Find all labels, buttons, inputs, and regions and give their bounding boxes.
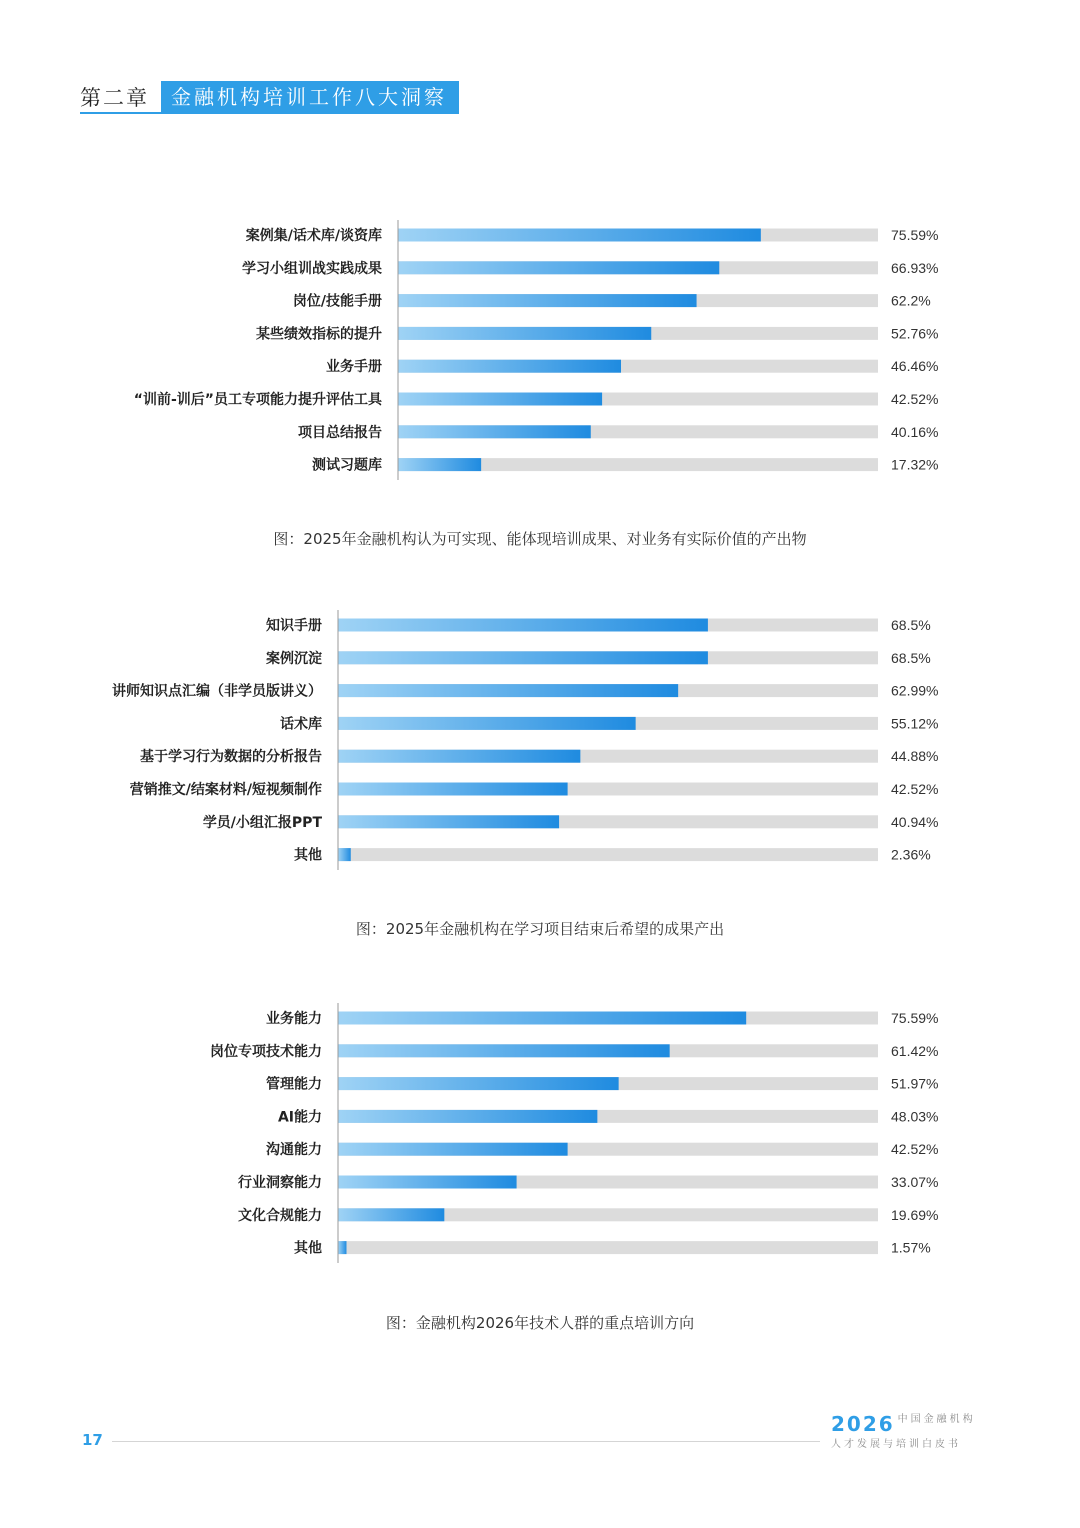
value-label: 33.07% [891, 1174, 939, 1190]
chapter-title: 金融机构培训工作八大洞察 [161, 81, 459, 114]
chart-outputs-value-svg [0, 218, 1080, 488]
category-label: 学员/小组汇报PPT [202, 814, 322, 831]
category-label: 岗位/技能手册 [292, 293, 382, 310]
value-label: 42.52% [891, 391, 939, 407]
value-label: 66.93% [891, 259, 939, 276]
chart-training-directions [0, 1001, 1080, 1271]
value-label: 42.52% [891, 1141, 939, 1158]
brand-line-2: 人才发展与培训白皮书 [831, 1439, 961, 1450]
value-label: 75.59% [891, 1010, 939, 1026]
category-label: 业务手册 [326, 359, 382, 376]
bar [398, 294, 697, 307]
category-label: 业务能力 [266, 1011, 322, 1027]
bar [338, 1110, 597, 1123]
value-label: 68.5% [891, 617, 931, 633]
header-underline [80, 112, 452, 114]
value-label: 42.52% [891, 781, 939, 797]
bar [338, 1143, 568, 1156]
category-label: 营销推文/结案材料/短视频制作 [129, 782, 322, 798]
chart-training-directions-svg [0, 1001, 1080, 1271]
bar [338, 783, 568, 796]
bar-track [338, 1241, 878, 1254]
category-label: 基于学习行为数据的分析报告 [140, 749, 322, 766]
bar [398, 393, 602, 406]
bar [398, 425, 591, 438]
value-label: 1.57% [891, 1239, 931, 1256]
category-label: 话术库 [280, 716, 322, 733]
bar [338, 1176, 517, 1189]
chart-outputs-value-caption: 图：2025年金融机构认为可实现、能体现培训成果、对业务有实际价值的产出物 [273, 530, 807, 548]
category-label: AI能力 [277, 1109, 322, 1126]
bar [398, 229, 761, 242]
value-label: 40.16% [891, 423, 939, 440]
category-label: 学习小组训战实践成果 [242, 260, 382, 277]
bar [398, 360, 621, 373]
bar [338, 815, 559, 828]
value-label: 48.03% [891, 1108, 939, 1125]
bar [398, 327, 651, 340]
category-label: 知识手册 [266, 618, 322, 634]
chart-outputs-value [0, 218, 1080, 488]
chapter-number: 第二章 [80, 86, 149, 110]
category-label: 项目总结报告 [298, 424, 382, 441]
bar [338, 684, 678, 697]
value-label: 40.94% [891, 813, 939, 830]
value-label: 62.99% [891, 682, 939, 699]
bar [338, 1208, 444, 1221]
chapter-header [80, 80, 459, 114]
page-number: 17 [82, 1431, 103, 1449]
bar [338, 1241, 346, 1254]
bar-track [338, 848, 878, 861]
bar [398, 458, 481, 471]
chart-expected-results-svg [0, 608, 1080, 878]
category-label: 案例沉淀 [266, 650, 322, 667]
category-label: 测试习题库 [312, 457, 382, 474]
category-label: 管理能力 [266, 1076, 322, 1093]
bar [338, 848, 351, 861]
bar [338, 717, 636, 730]
brand-line-1: 中国金融机构 [897, 1414, 976, 1425]
footer-divider [112, 1441, 820, 1442]
category-label: 其他 [294, 847, 322, 864]
bar [398, 261, 719, 274]
value-label: 19.69% [891, 1206, 939, 1223]
chart-training-directions-caption: 图：金融机构2026年技术人群的重点培训方向 [385, 1314, 695, 1332]
value-label: 68.5% [891, 649, 931, 666]
value-label: 62.2% [891, 292, 931, 309]
value-label: 46.46% [891, 358, 939, 375]
category-label: 沟通能力 [266, 1142, 322, 1159]
brand-year: 2026 [831, 1412, 895, 1436]
category-label: 行业洞察能力 [238, 1175, 322, 1191]
bar [338, 750, 580, 763]
category-label: 其他 [294, 1240, 322, 1257]
category-label: 案例集/话术库/谈资库 [245, 228, 382, 244]
value-label: 17.32% [891, 456, 939, 473]
value-label: 61.42% [891, 1042, 939, 1059]
value-label: 52.76% [891, 325, 939, 342]
value-label: 44.88% [891, 748, 939, 765]
bar [338, 651, 708, 664]
bar [338, 1077, 619, 1090]
value-label: 75.59% [891, 227, 939, 243]
bar [338, 619, 708, 632]
brand-logo [831, 1413, 976, 1435]
category-label: 岗位专项技术能力 [210, 1043, 322, 1060]
value-label: 51.97% [891, 1075, 939, 1092]
value-label: 2.36% [891, 846, 931, 863]
category-label: 某些绩效指标的提升 [256, 326, 382, 343]
category-label: “训前-训后”员工专项能力提升评估工具 [133, 392, 382, 408]
chart-expected-results [0, 608, 1080, 878]
value-label: 55.12% [891, 715, 939, 732]
bar [338, 1044, 670, 1057]
category-label: 讲师知识点汇编（非学员版讲义） [112, 683, 322, 700]
chart-expected-results-caption: 图：2025年金融机构在学习项目结束后希望的成果产出 [355, 920, 725, 938]
category-label: 文化合规能力 [238, 1207, 322, 1224]
bar [338, 1012, 746, 1025]
